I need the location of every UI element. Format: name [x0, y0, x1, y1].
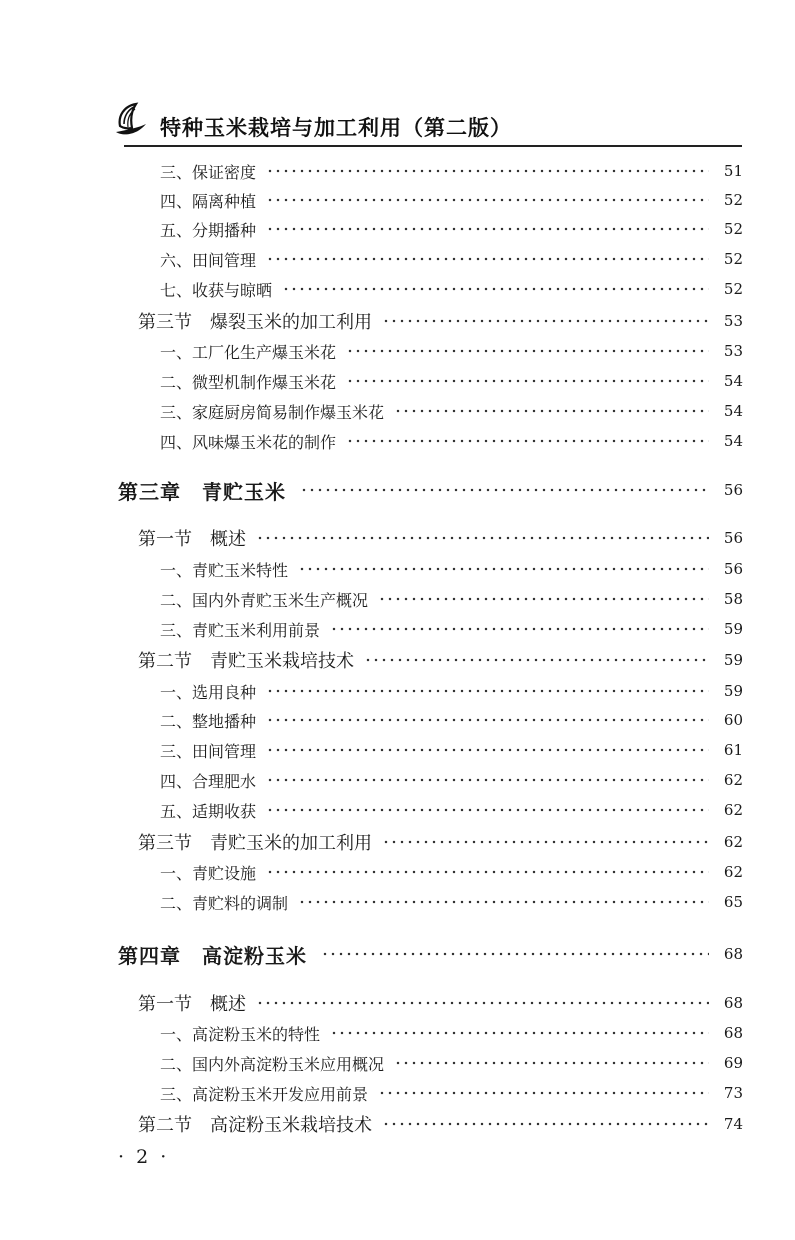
dot-leader: [346, 367, 709, 395]
toc-page-number: 52: [723, 220, 743, 238]
toc-item-row: [160, 796, 743, 824]
toc-page-number: 51: [723, 162, 743, 180]
toc-item-row: [160, 615, 743, 643]
toc-section-row: [138, 646, 743, 674]
toc-entry-title: 四、隔离种植: [160, 191, 257, 211]
toc-entry-title: 第二节 高淀粉玉米栽培技术: [138, 1115, 372, 1136]
toc-item-row: [160, 186, 743, 214]
dot-leader: [346, 427, 709, 455]
toc-chapter-row: [118, 940, 743, 968]
dot-leader: [298, 888, 709, 916]
toc-item-row: [160, 427, 743, 455]
toc-page-number: 54: [723, 432, 743, 450]
toc-entry-title: 第三节 青贮玉米的加工利用: [138, 833, 372, 854]
dot-leader: [300, 476, 709, 504]
toc-item-row: [160, 275, 743, 303]
toc-page-number: 62: [723, 771, 743, 789]
dot-leader: [266, 706, 709, 734]
toc-item-row: [160, 888, 743, 916]
dot-leader: [330, 615, 709, 643]
toc-entry-title: 四、合理肥水: [160, 771, 257, 791]
toc-entry-title: 七、收获与晾晒: [160, 280, 273, 300]
dot-leader: [266, 245, 709, 273]
toc-item-row: [160, 555, 743, 583]
toc-item-row: [160, 397, 743, 425]
toc-section-row: [138, 524, 743, 552]
toc-item-row: [160, 677, 743, 705]
toc-entry-title: 一、高淀粉玉米的特性: [160, 1024, 321, 1044]
toc-item-row: [160, 706, 743, 734]
toc-entry-title: 三、高淀粉玉米开发应用前景: [160, 1084, 369, 1104]
dot-leader: [282, 275, 709, 303]
toc-page-number: 60: [723, 711, 743, 729]
toc-entry-title: 二、整地播种: [160, 711, 257, 731]
dot-leader: [266, 157, 709, 185]
dot-leader: [256, 989, 709, 1017]
toc-page-number: 52: [723, 250, 743, 268]
dot-leader: [321, 940, 709, 968]
dot-leader: [266, 766, 709, 794]
toc-entry-title: 二、国内外高淀粉玉米应用概况: [160, 1054, 385, 1074]
dot-leader: [266, 736, 709, 764]
toc-section-row: [138, 1110, 743, 1138]
toc-item-row: [160, 367, 743, 395]
toc-item-row: [160, 858, 743, 886]
toc-entry-title: 三、青贮玉米利用前景: [160, 620, 321, 640]
toc-page-number: 74: [723, 1115, 743, 1133]
toc-entry-title: 第一节 概述: [138, 994, 246, 1015]
toc-item-row: [160, 245, 743, 273]
toc-item-row: [160, 1019, 743, 1047]
dot-leader: [394, 397, 709, 425]
toc-page-number: 65: [723, 893, 743, 911]
toc-entry-title: 一、工厂化生产爆玉米花: [160, 342, 337, 362]
toc-entry-title: 一、选用良种: [160, 682, 257, 702]
toc-chapter-row: [118, 476, 743, 504]
toc-item-row: [160, 766, 743, 794]
dot-leader: [382, 1110, 709, 1138]
toc-entry-title: 第三节 爆裂玉米的加工利用: [138, 312, 372, 333]
toc-page-number: 62: [723, 863, 743, 881]
page-number: · 2 ·: [118, 1146, 170, 1168]
dot-leader: [330, 1019, 709, 1047]
dot-leader: [378, 1079, 709, 1107]
dot-leader: [266, 858, 709, 886]
toc-page-number: 68: [723, 1024, 743, 1042]
dot-leader: [378, 585, 709, 613]
toc-entry-title: 第三章 青贮玉米: [118, 479, 286, 504]
toc-item-row: [160, 585, 743, 613]
toc-page-number: 56: [723, 560, 743, 578]
book-title: 特种玉米栽培与加工利用（第二版）: [160, 116, 512, 140]
toc-section-row: [138, 989, 743, 1017]
toc-entry-title: 三、家庭厨房简易制作爆玉米花: [160, 402, 385, 422]
toc-page-number: 58: [723, 590, 743, 608]
dot-leader: [266, 796, 709, 824]
toc-item-row: [160, 1049, 743, 1077]
dot-leader: [394, 1049, 709, 1077]
toc-page-number: 53: [723, 312, 743, 330]
toc-entry-title: 二、青贮料的调制: [160, 893, 289, 913]
toc-page-number: 59: [723, 651, 743, 669]
toc-entry-title: 六、田间管理: [160, 250, 257, 270]
toc-entry-title: 三、田间管理: [160, 741, 257, 761]
toc-entry-title: 第一节 概述: [138, 529, 246, 550]
toc-page-number: 73: [723, 1084, 743, 1102]
toc-page-number: 56: [723, 529, 743, 547]
toc-item-row: [160, 337, 743, 365]
toc-item-row: [160, 1079, 743, 1107]
toc-entry-title: 一、青贮设施: [160, 863, 257, 883]
toc-page-number: 69: [723, 1054, 743, 1072]
dot-leader: [266, 677, 709, 705]
dot-leader: [266, 186, 709, 214]
dot-leader: [364, 646, 709, 674]
toc-item-row: [160, 157, 743, 185]
toc-entry-title: 第二节 青贮玉米栽培技术: [138, 651, 354, 672]
toc-page-number: 56: [723, 481, 743, 499]
toc-entry-title: 一、青贮玉米特性: [160, 560, 289, 580]
toc-page-number: 54: [723, 402, 743, 420]
toc-page-number: 59: [723, 682, 743, 700]
toc-entry-title: 五、分期播种: [160, 220, 257, 240]
toc-entry-title: 二、国内外青贮玉米生产概况: [160, 590, 369, 610]
dot-leader: [346, 337, 709, 365]
toc-page-number: 52: [723, 280, 743, 298]
toc-entry-title: 五、适期收获: [160, 801, 257, 821]
dot-leader: [382, 828, 709, 856]
toc-entry-title: 三、保证密度: [160, 162, 257, 182]
toc-page-number: 53: [723, 342, 743, 360]
toc-section-row: [138, 307, 743, 335]
toc-page-number: 54: [723, 372, 743, 390]
toc-page-number: 59: [723, 620, 743, 638]
dot-leader: [298, 555, 709, 583]
toc-section-row: [138, 828, 743, 856]
toc-item-row: [160, 215, 743, 243]
toc-entry-title: 二、微型机制作爆玉米花: [160, 372, 337, 392]
toc-entry-title: 四、风味爆玉米花的制作: [160, 432, 337, 452]
toc-item-row: [160, 736, 743, 764]
dot-leader: [382, 307, 709, 335]
toc-page-number: 62: [723, 833, 743, 851]
dot-leader: [256, 524, 709, 552]
toc-page-number: 62: [723, 801, 743, 819]
dot-leader: [266, 215, 709, 243]
toc-page-number: 61: [723, 741, 743, 759]
toc-page-number: 68: [723, 945, 743, 963]
toc-page-number: 68: [723, 994, 743, 1012]
toc-entry-title: 第四章 高淀粉玉米: [118, 943, 307, 968]
toc-page-number: 52: [723, 191, 743, 209]
